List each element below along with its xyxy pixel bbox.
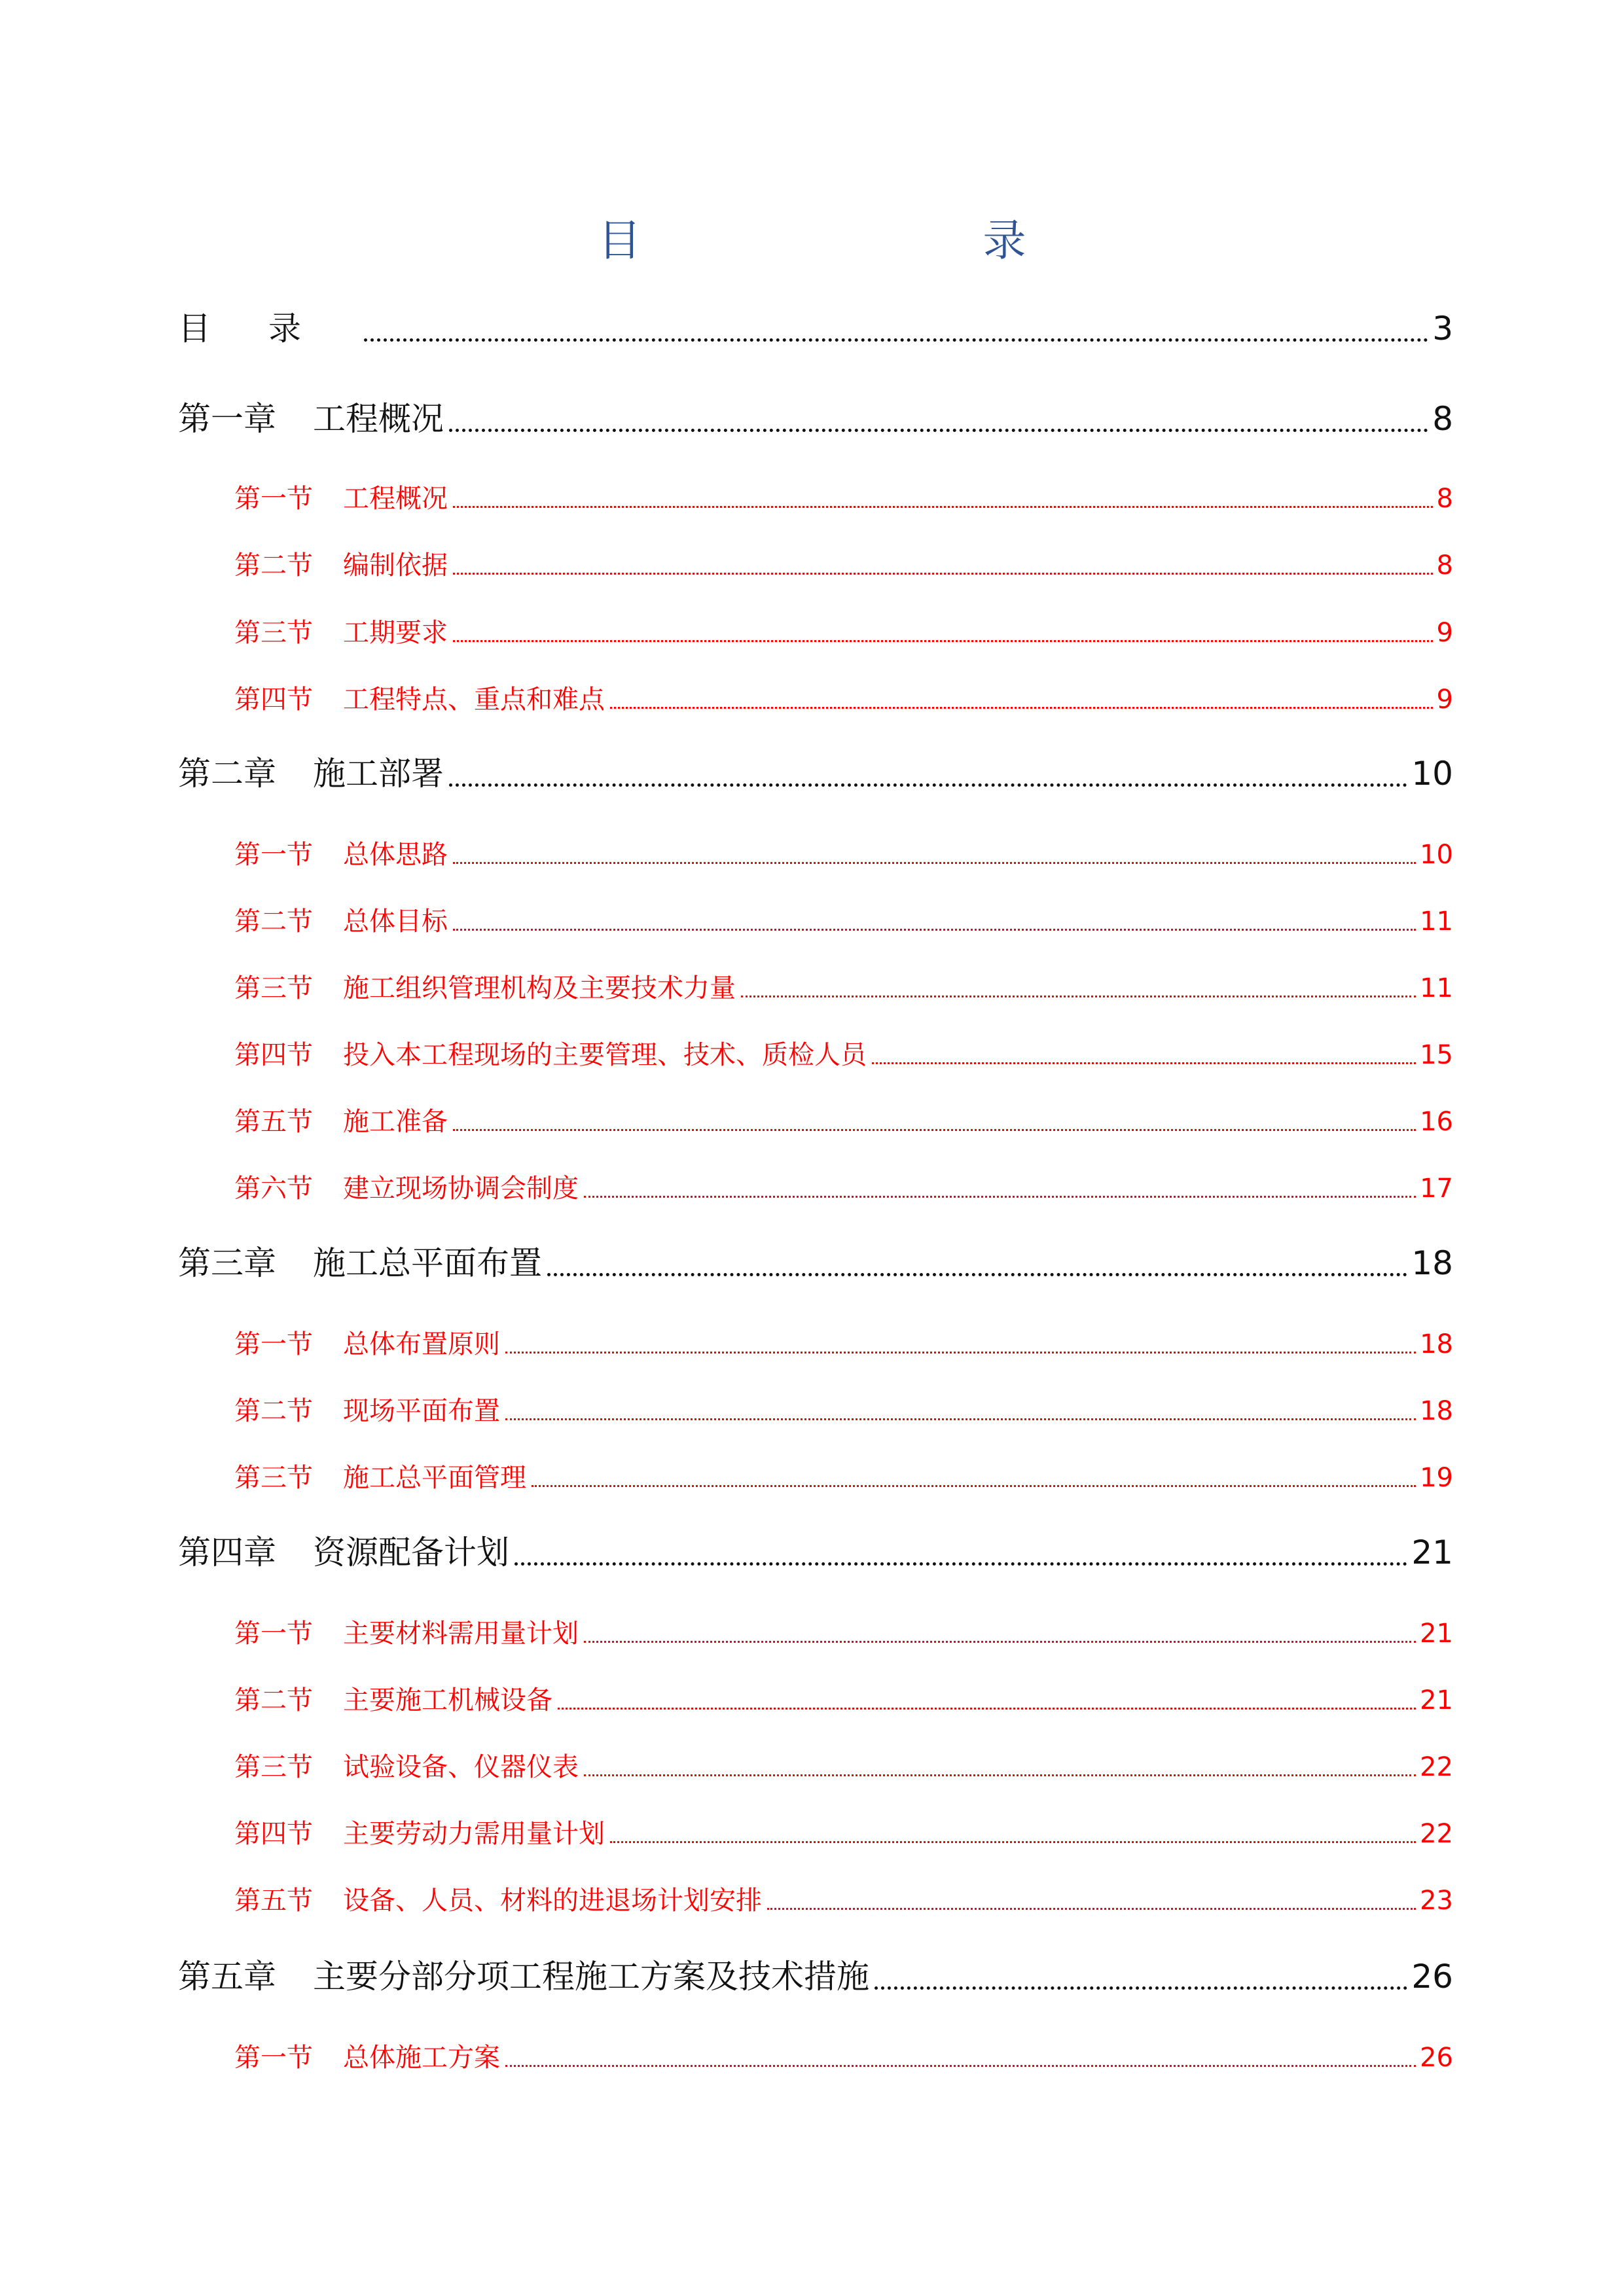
- toc-entry-page: 26: [1411, 1958, 1453, 1996]
- toc-entry-number: 第五章: [178, 1958, 276, 1996]
- dot-leader: [449, 429, 1428, 432]
- toc-entry-contents[interactable]: [178, 300, 1453, 352]
- toc-entry-number: 第五节: [234, 1107, 313, 1137]
- dot-leader: [584, 1641, 1416, 1643]
- toc-entry-page: 18: [1420, 1329, 1453, 1359]
- toc-section[interactable]: [234, 1812, 1453, 1854]
- toc-section[interactable]: [234, 1033, 1453, 1075]
- toc-entry-page: 22: [1420, 1819, 1453, 1849]
- toc-entry-title: 施工组织管理机构及主要技术力量: [343, 973, 736, 1003]
- toc-section[interactable]: [234, 1611, 1453, 1653]
- toc-section[interactable]: [234, 1745, 1453, 1787]
- toc-entry-number: 目录: [178, 310, 359, 348]
- dot-leader: [453, 506, 1433, 508]
- toc-entry-number: 第三节: [234, 1752, 313, 1782]
- toc-entry-page: 8: [1436, 484, 1453, 514]
- toc-entry-number: 第四节: [234, 685, 313, 715]
- dot-leader: [741, 996, 1416, 997]
- toc-entry-title: 试验设备、仪器仪表: [343, 1752, 579, 1782]
- toc-section[interactable]: [234, 833, 1453, 874]
- toc-entry-title: 主要施工机械设备: [343, 1685, 552, 1715]
- toc-chapter-1[interactable]: [178, 390, 1453, 442]
- dot-leader: [453, 1129, 1416, 1131]
- toc-entry-title: 主要劳动力需用量计划: [343, 1819, 605, 1849]
- toc-entry-title: 编制依据: [343, 550, 448, 581]
- toc-entry-page: 21: [1420, 1619, 1453, 1649]
- toc-entry-title: 施工总平面管理: [343, 1463, 526, 1493]
- dot-leader: [547, 1273, 1407, 1276]
- dot-leader: [505, 1418, 1416, 1420]
- toc-entry-page: 18: [1420, 1396, 1453, 1426]
- toc-section[interactable]: [234, 476, 1453, 518]
- toc-entry-number: 第三节: [234, 973, 313, 1003]
- toc-entry-page: 16: [1420, 1107, 1453, 1137]
- toc-section[interactable]: [234, 966, 1453, 1008]
- toc-entry-number: 第一章: [178, 400, 276, 438]
- toc-entry-number: 第一节: [234, 840, 313, 870]
- toc-entry-page: 26: [1420, 2043, 1453, 2073]
- toc-entry-title: 施工总平面布置: [313, 1244, 542, 1282]
- toc-entry-number: 第二章: [178, 755, 276, 793]
- toc-entry-title: 施工准备: [343, 1107, 448, 1137]
- toc-entry-number: 第六节: [234, 1174, 313, 1204]
- dot-leader: [364, 338, 1428, 342]
- dot-leader: [610, 1841, 1416, 1843]
- toc-entry-page: 8: [1436, 550, 1453, 581]
- toc-entry-page: 18: [1411, 1244, 1453, 1282]
- dot-leader: [558, 1708, 1416, 1710]
- toc-entry-page: 21: [1411, 1534, 1453, 1571]
- toc-entry-number: 第五节: [234, 1886, 313, 1916]
- dot-leader: [453, 640, 1433, 642]
- toc-entry-number: 第二节: [234, 550, 313, 581]
- dot-leader: [453, 929, 1416, 931]
- toc-entry-number: 第一节: [234, 1619, 313, 1649]
- toc-entry-number: 第三章: [178, 1244, 276, 1282]
- toc-entry-number: 第一节: [234, 2043, 313, 2073]
- toc-entry-title: 现场平面布置: [343, 1396, 500, 1426]
- toc-entry-title: 设备、人员、材料的进退场计划安排: [343, 1886, 762, 1916]
- dot-leader: [514, 1562, 1407, 1566]
- toc-entry-page: 11: [1420, 973, 1453, 1003]
- dot-leader: [584, 1196, 1416, 1198]
- toc-entry-page: 23: [1420, 1886, 1453, 1916]
- toc-entry-page: 22: [1420, 1752, 1453, 1782]
- toc-section[interactable]: [234, 1878, 1453, 1920]
- dot-leader: [453, 862, 1416, 864]
- dot-leader: [872, 1062, 1416, 1064]
- toc-entry-page: 8: [1432, 400, 1453, 438]
- toc-entry-number: 第三节: [234, 618, 313, 648]
- dot-leader: [505, 2065, 1416, 2067]
- toc-title: 目 录: [598, 215, 1111, 266]
- dot-leader: [584, 1774, 1416, 1776]
- toc-entry-title: 主要材料需用量计划: [343, 1619, 579, 1649]
- toc-section[interactable]: [234, 1456, 1453, 1498]
- toc-entry-title: 总体思路: [343, 840, 448, 870]
- toc-entry-number: 第二节: [234, 1685, 313, 1715]
- toc-entry-number: 第一节: [234, 1329, 313, 1359]
- dot-leader: [449, 783, 1407, 787]
- toc-section[interactable]: [234, 1678, 1453, 1720]
- dot-leader: [532, 1485, 1416, 1487]
- toc-section[interactable]: [234, 1389, 1453, 1431]
- toc-entry-page: 10: [1411, 755, 1453, 793]
- toc-section[interactable]: [234, 2036, 1453, 2077]
- toc-section[interactable]: [234, 899, 1453, 941]
- toc-entry-title: 总体目标: [343, 906, 448, 937]
- toc-entry-number: 第一节: [234, 484, 313, 514]
- toc-section[interactable]: [234, 543, 1453, 585]
- toc-entry-title: 建立现场协调会制度: [343, 1174, 579, 1204]
- toc-entry-number: 第四节: [234, 1040, 313, 1070]
- toc-entry-page: 19: [1420, 1463, 1453, 1493]
- toc-chapter-2[interactable]: [178, 745, 1453, 797]
- toc-entry-number: 第二节: [234, 1396, 313, 1426]
- toc-entry-page: 21: [1420, 1685, 1453, 1715]
- toc-entry-title: 工程概况: [343, 484, 448, 514]
- toc-entry-title: 资源配备计划: [313, 1534, 509, 1571]
- toc-entry-title: 工期要求: [343, 618, 448, 648]
- dot-leader: [875, 1986, 1407, 1990]
- toc-entry-page: 9: [1436, 685, 1453, 715]
- toc-chapter-4[interactable]: [178, 1524, 1453, 1576]
- toc-section[interactable]: [234, 1322, 1453, 1364]
- dot-leader: [767, 1908, 1416, 1910]
- toc-entry-number: 第二节: [234, 906, 313, 937]
- toc-entry-page: 15: [1420, 1040, 1453, 1070]
- toc-entry-page: 17: [1420, 1174, 1453, 1204]
- toc-chapter-3[interactable]: [178, 1234, 1453, 1287]
- toc-entry-title: 总体布置原则: [343, 1329, 500, 1359]
- toc-entry-title: 工程特点、重点和难点: [343, 685, 605, 715]
- toc-entry-title: 投入本工程现场的主要管理、技术、质检人员: [343, 1040, 867, 1070]
- toc-entry-title: 施工部署: [313, 755, 444, 793]
- toc-section[interactable]: [234, 1166, 1453, 1208]
- toc-entry-page: 3: [1432, 310, 1453, 348]
- toc-entry-title: 工程概况: [313, 400, 444, 438]
- toc-entry-title: 主要分部分项工程施工方案及技术措施: [313, 1958, 869, 1996]
- toc-section[interactable]: [234, 611, 1453, 653]
- dot-leader: [505, 1352, 1416, 1354]
- toc-entry-number: 第三节: [234, 1463, 313, 1493]
- toc-entry-number: 第四章: [178, 1534, 276, 1571]
- toc-section[interactable]: [234, 677, 1453, 719]
- toc-entry-page: 9: [1436, 618, 1453, 648]
- dot-leader: [453, 573, 1433, 575]
- dot-leader: [610, 707, 1433, 709]
- toc-entry-page: 11: [1420, 906, 1453, 937]
- toc-section[interactable]: [234, 1100, 1453, 1141]
- toc-chapter-5[interactable]: [178, 1948, 1453, 2000]
- toc-entry-title: 总体施工方案: [343, 2043, 500, 2073]
- toc-entry-number: 第四节: [234, 1819, 313, 1849]
- toc-entry-page: 10: [1420, 840, 1453, 870]
